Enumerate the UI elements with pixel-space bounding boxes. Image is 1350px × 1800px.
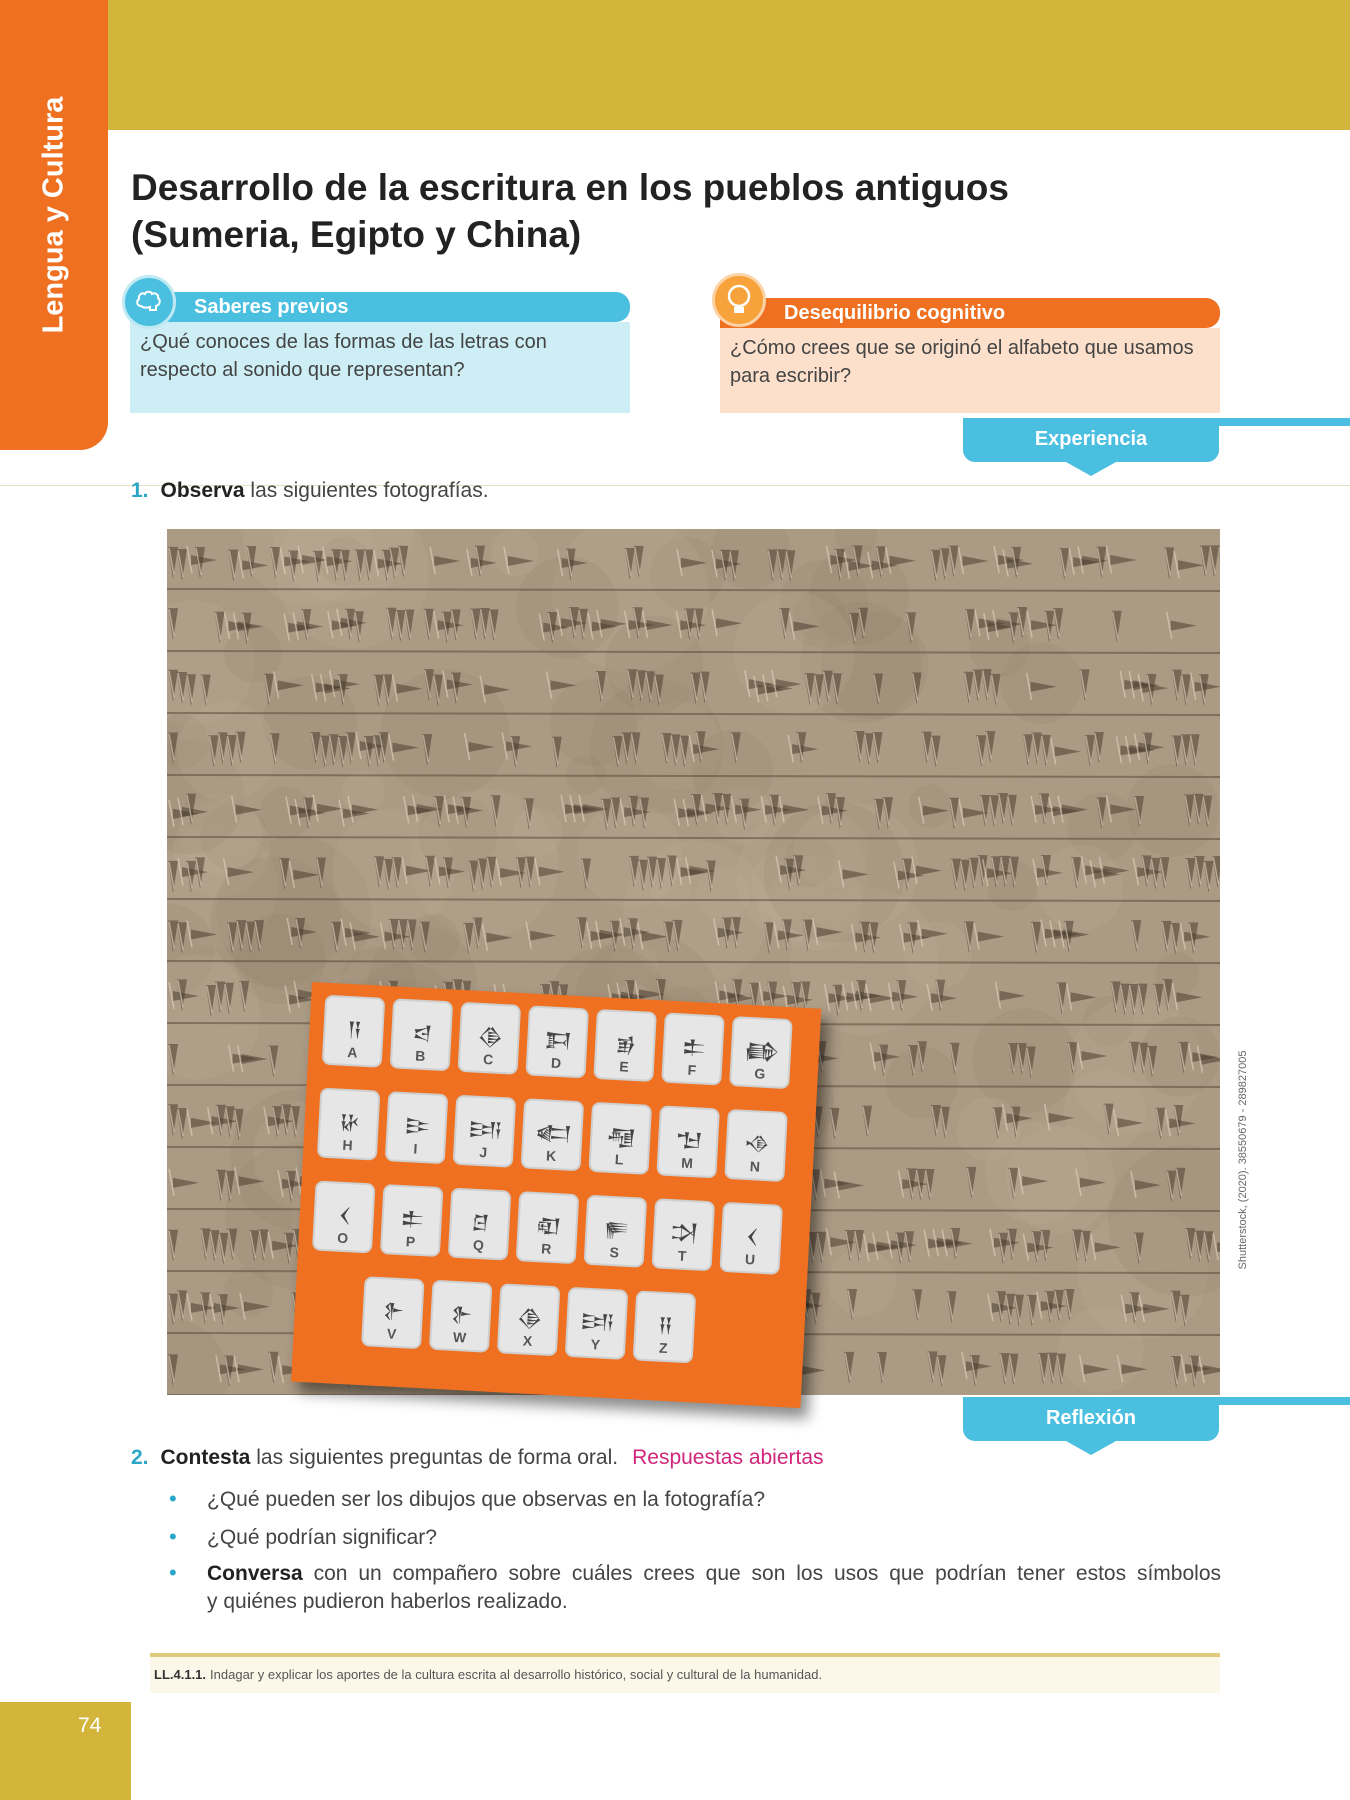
reflexion-label: Reflexión [1045, 1407, 1137, 1429]
desequilibrio-cognitivo-header [720, 298, 1220, 328]
alphabet-letter: P [405, 1233, 416, 1250]
alphabet-tile-l [588, 1102, 652, 1175]
desequilibrio-cognitivo-line2: para escribir? [730, 365, 852, 387]
cuneiform-glyph-icon: 𒁀 [411, 1020, 432, 1046]
cuneiform-glyph-icon: 𒌋 [337, 1202, 350, 1228]
desequilibrio-cognitivo-title: Desequilibrio cognitivo [784, 302, 1006, 324]
alphabet-letter: I [413, 1140, 418, 1157]
alphabet-tile-p [380, 1184, 444, 1257]
footer-skill-box [150, 1657, 1220, 1693]
alphabet-tile-n [724, 1109, 788, 1182]
page-title-line2: (Sumeria, Egipto y China) [131, 214, 582, 255]
alphabet-tile-u [719, 1202, 783, 1275]
alphabet-letter: U [744, 1251, 756, 1268]
alphabet-letter: B [414, 1047, 426, 1065]
cuneiform-glyph-icon: 𒉿 [450, 1301, 472, 1327]
alphabet-letter: A [346, 1043, 358, 1061]
alphabet-letter: K [545, 1147, 557, 1165]
alphabet-tile-m [656, 1105, 720, 1178]
cuneiform-glyph-icon: 𒊏 [535, 1213, 560, 1239]
cuneiform-glyph-icon: 𒂊 [615, 1031, 636, 1056]
footer-text: Indagar y explicar los aportes de la cultura escrita al desarrollo histórico, social y cultural de la humanidad. [210, 1667, 823, 1682]
cuneiform-glyph-icon: 𒀀 [346, 1016, 361, 1042]
saberes-previos-line1: ¿Qué conoces de las formas de las letras con [140, 331, 547, 353]
alphabet-tile-d [525, 1005, 589, 1078]
alphabet-tile-z [633, 1290, 697, 1363]
alphabet-tile-g [729, 1016, 793, 1089]
saberes-previos-title: Saberes previos [194, 296, 349, 318]
alphabet-letter: J [479, 1144, 488, 1161]
experiencia-label: Experiencia [1034, 428, 1148, 450]
alphabet-letter: Q [472, 1236, 485, 1254]
cuneiform-glyph-icon: 𒅗 [534, 1119, 571, 1146]
cuneiform-glyph-icon: 𒅀 [580, 1308, 614, 1335]
cuneiform-glyph-icon: 𒆠 [516, 1305, 542, 1331]
experiencia-ribbon [963, 418, 1219, 462]
cuneiform-glyph-icon: 𒆪 [471, 1209, 489, 1235]
alphabet-tile-a [322, 995, 386, 1068]
page-title-line1: Desarrollo de la escritura en los pueblos antiguos [131, 167, 1009, 208]
cuneiform-glyph-icon: 𒋫 [669, 1220, 697, 1246]
bullet-3-verb: Conversa [207, 1562, 303, 1585]
cuneiform-glyph-icon: 𒆠 [476, 1023, 502, 1049]
cuneiform-alphabet-card [291, 982, 821, 1408]
alphabet-letter: O [336, 1229, 349, 1247]
bullet-question-2: ¿Qué podrían significar? [207, 1526, 437, 1549]
alphabet-letter: D [550, 1054, 562, 1072]
alphabet-letter: L [614, 1151, 624, 1168]
alphabet-tile-y [565, 1287, 629, 1360]
alphabet-tile-k [521, 1098, 585, 1171]
desequilibrio-cognitivo-body [720, 328, 1220, 413]
cuneiform-glyph-icon: 𒁕 [544, 1027, 571, 1053]
alphabet-tile-x [497, 1283, 561, 1356]
alphabet-tile-q [448, 1188, 512, 1261]
page-title [131, 164, 1231, 258]
alphabet-tile-s [584, 1195, 648, 1268]
activity-2-number: 2. [131, 1446, 149, 1469]
desequilibrio-cognitivo-box [720, 298, 1220, 413]
photo-credit: Shutterstock, (2020). 38550679 - 289827005 [1237, 1050, 1249, 1270]
activity-1-number: 1. [131, 479, 149, 502]
activity-1 [131, 477, 489, 505]
alphabet-letter: M [680, 1154, 694, 1172]
alphabet-letter: S [609, 1243, 620, 1261]
bullet-3-line2: y quiénes pudieron haberlos realizado. [207, 1590, 568, 1613]
cuneiform-glyph-icon: 𒌋 [745, 1224, 758, 1249]
cuneiform-glyph-icon: 𒈾 [743, 1130, 769, 1157]
activity-1-verb: Observa [160, 479, 245, 502]
alphabet-letter: Y [590, 1336, 601, 1353]
reflexion-ribbon [963, 1397, 1219, 1441]
cuneiform-glyph-icon: 𒄿 [404, 1113, 429, 1139]
cuneiform-glyph-icon: 𒍝 [657, 1312, 672, 1338]
top-banner [108, 0, 1350, 130]
alphabet-tile-h [317, 1088, 381, 1161]
alphabet-letter: F [687, 1061, 697, 1079]
cuneiform-glyph-icon: 𒉺 [681, 1034, 705, 1060]
saberes-previos-box [130, 292, 630, 413]
alphabet-tile-e [593, 1009, 657, 1082]
alphabet-letter: X [522, 1332, 533, 1350]
alphabet-tile-f [661, 1013, 725, 1086]
bullet-3-line1: con un compañero sobre cuáles crees que son los usos que podrían tener estos símbolos [313, 1562, 1221, 1585]
alphabet-letter: Z [658, 1339, 669, 1357]
alphabet-letter: V [386, 1325, 397, 1342]
brain-icon [122, 275, 176, 329]
bullet-question-3 [207, 1560, 1221, 1616]
activity-2 [131, 1444, 824, 1472]
activity-2-note: Respuestas abiertas [632, 1446, 824, 1469]
cuneiform-glyph-icon: 𒆷 [606, 1123, 635, 1150]
alphabet-tile-j [453, 1095, 517, 1168]
alphabet-tile-r [516, 1191, 580, 1264]
cuneiform-glyph-icon: 𒉿 [382, 1298, 404, 1324]
cuneiform-glyph-icon: 𒄩 [338, 1109, 359, 1135]
alphabet-letter: G [753, 1065, 766, 1082]
page-number-box [0, 1702, 131, 1800]
alphabet-letter: H [342, 1136, 353, 1154]
cuneiform-glyph-icon: 𒊓 [603, 1216, 628, 1242]
alphabet-tile-w [429, 1280, 493, 1353]
cuneiform-glyph-icon: 𒂵 [743, 1037, 779, 1064]
alphabet-tile-b [390, 998, 454, 1071]
bullet-dot: • [169, 1524, 177, 1549]
activity-2-text: las siguientes preguntas de forma oral. [256, 1446, 619, 1469]
alphabet-letter: E [618, 1058, 630, 1075]
alphabet-tile-v [361, 1276, 425, 1349]
lightbulb-icon [712, 273, 766, 327]
cuneiform-glyph-icon: 𒈠 [675, 1127, 702, 1153]
alphabet-tile-o [312, 1180, 376, 1253]
activity-2-verb: Contesta [160, 1446, 251, 1469]
footer-code: LL.4.1.1. [154, 1667, 207, 1682]
cuneiform-glyph-icon: 𒉺 [400, 1205, 424, 1232]
side-tab-label: Lengua y Cultura [37, 96, 70, 334]
saberes-previos-body [130, 322, 630, 413]
alphabet-letter: N [749, 1158, 761, 1175]
saberes-previos-header [130, 292, 630, 322]
alphabet-letter: C [482, 1051, 494, 1068]
alphabet-tile-i [385, 1091, 449, 1164]
cuneiform-glyph-icon: 𒅀 [467, 1116, 502, 1143]
bullet-question-1: ¿Qué pueden ser los dibujos que observas en la fotografía? [207, 1488, 766, 1511]
saberes-previos-line2: respecto al sonido que representan? [140, 359, 465, 381]
alphabet-tile-c [458, 1002, 522, 1075]
bullet-dot: • [169, 1560, 177, 1585]
alphabet-letter: W [452, 1328, 467, 1346]
desequilibrio-cognitivo-line1: ¿Cómo crees que se originó el alfabeto que usamos [730, 337, 1194, 359]
alphabet-letter: T [677, 1247, 687, 1264]
activity-1-text: las siguientes fotografías. [250, 479, 489, 502]
side-tab [0, 0, 108, 450]
alphabet-tile-t [651, 1198, 715, 1271]
bullet-dot: • [169, 1486, 177, 1511]
page-number: 74 [78, 1714, 102, 1737]
alphabet-letter: R [540, 1240, 552, 1257]
